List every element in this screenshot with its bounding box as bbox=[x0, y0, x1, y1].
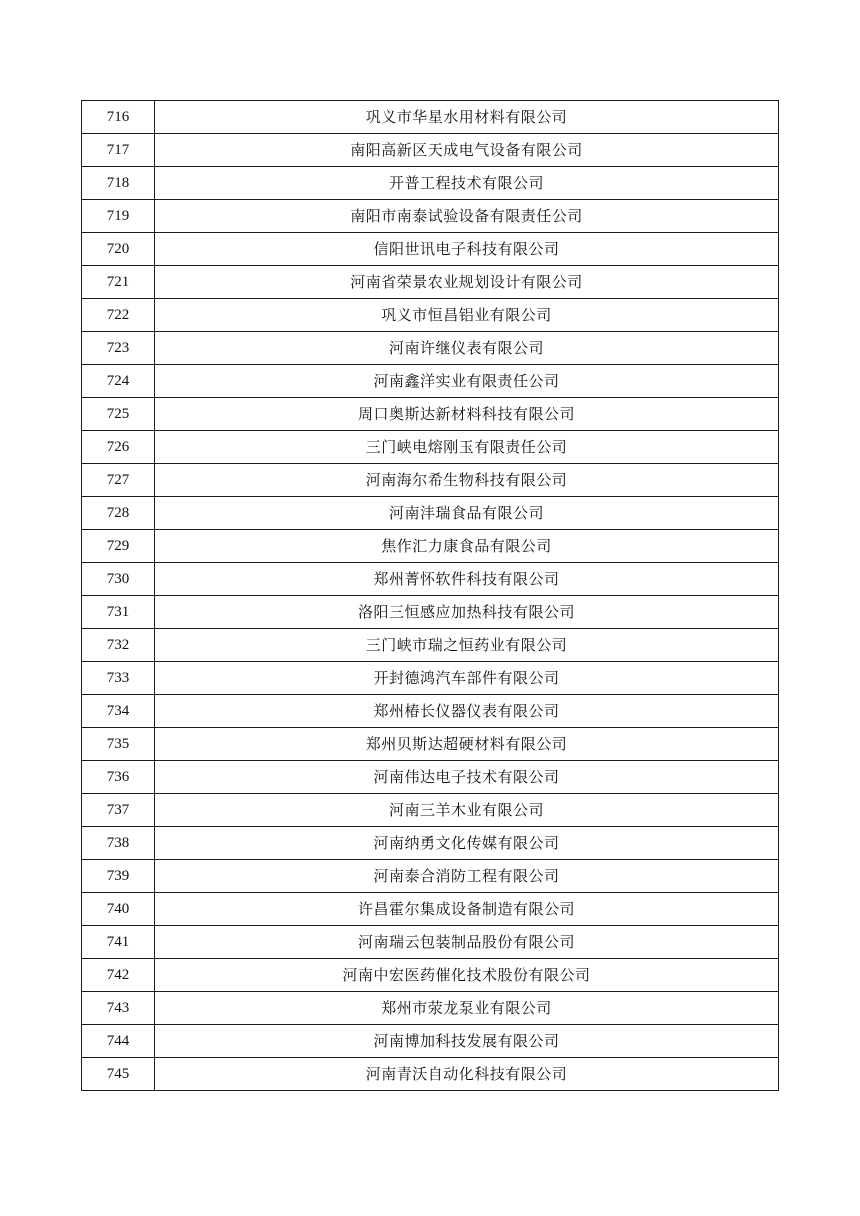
company-name: 河南海尔希生物科技有限公司 bbox=[155, 464, 779, 497]
row-number: 723 bbox=[82, 332, 155, 365]
table-row bbox=[82, 728, 779, 761]
company-name: 许昌霍尔集成设备制造有限公司 bbox=[155, 893, 779, 926]
row-number: 731 bbox=[82, 596, 155, 629]
row-number: 718 bbox=[82, 167, 155, 200]
row-number: 719 bbox=[82, 200, 155, 233]
row-number: 745 bbox=[82, 1058, 155, 1091]
company-name: 郑州贝斯达超硬材料有限公司 bbox=[155, 728, 779, 761]
row-number: 730 bbox=[82, 563, 155, 596]
company-name: 河南中宏医药催化技术股份有限公司 bbox=[155, 959, 779, 992]
company-name: 河南伟达电子技术有限公司 bbox=[155, 761, 779, 794]
company-name: 郑州菁怀软件科技有限公司 bbox=[155, 563, 779, 596]
company-name: 巩义市恒昌铝业有限公司 bbox=[155, 299, 779, 332]
row-number: 724 bbox=[82, 365, 155, 398]
table-row bbox=[82, 167, 779, 200]
row-number: 726 bbox=[82, 431, 155, 464]
company-name: 巩义市华星水用材料有限公司 bbox=[155, 101, 779, 134]
table-row bbox=[82, 233, 779, 266]
table-row bbox=[82, 662, 779, 695]
table-row bbox=[82, 1058, 779, 1091]
table-row bbox=[82, 464, 779, 497]
row-number: 741 bbox=[82, 926, 155, 959]
row-number: 743 bbox=[82, 992, 155, 1025]
row-number: 720 bbox=[82, 233, 155, 266]
row-number: 722 bbox=[82, 299, 155, 332]
row-number: 717 bbox=[82, 134, 155, 167]
company-name: 洛阳三恒感应加热科技有限公司 bbox=[155, 596, 779, 629]
table-row bbox=[82, 761, 779, 794]
table-row bbox=[82, 794, 779, 827]
row-number: 734 bbox=[82, 695, 155, 728]
table-row bbox=[82, 299, 779, 332]
table-row bbox=[82, 365, 779, 398]
row-number: 736 bbox=[82, 761, 155, 794]
table-row bbox=[82, 1025, 779, 1058]
table-row bbox=[82, 134, 779, 167]
table-row bbox=[82, 200, 779, 233]
table-row bbox=[82, 926, 779, 959]
row-number: 721 bbox=[82, 266, 155, 299]
row-number: 733 bbox=[82, 662, 155, 695]
table-row bbox=[82, 992, 779, 1025]
row-number: 732 bbox=[82, 629, 155, 662]
company-name: 河南许继仪表有限公司 bbox=[155, 332, 779, 365]
table-row bbox=[82, 431, 779, 464]
company-name: 河南鑫洋实业有限责任公司 bbox=[155, 365, 779, 398]
company-name: 开普工程技术有限公司 bbox=[155, 167, 779, 200]
company-name: 信阳世讯电子科技有限公司 bbox=[155, 233, 779, 266]
table-row bbox=[82, 266, 779, 299]
company-name: 河南三羊木业有限公司 bbox=[155, 794, 779, 827]
company-name: 郑州市荥龙泵业有限公司 bbox=[155, 992, 779, 1025]
table-row bbox=[82, 596, 779, 629]
company-list-table bbox=[81, 100, 779, 1091]
row-number: 739 bbox=[82, 860, 155, 893]
company-name: 河南瑞云包装制品股份有限公司 bbox=[155, 926, 779, 959]
company-name: 南阳高新区天成电气设备有限公司 bbox=[155, 134, 779, 167]
row-number: 738 bbox=[82, 827, 155, 860]
row-number: 728 bbox=[82, 497, 155, 530]
company-name: 河南泰合消防工程有限公司 bbox=[155, 860, 779, 893]
company-name: 河南青沃自动化科技有限公司 bbox=[155, 1058, 779, 1091]
table-row bbox=[82, 530, 779, 563]
company-list-body bbox=[82, 101, 779, 1091]
row-number: 737 bbox=[82, 794, 155, 827]
company-name: 焦作汇力康食品有限公司 bbox=[155, 530, 779, 563]
company-name: 开封德鸿汽车部件有限公司 bbox=[155, 662, 779, 695]
table-row bbox=[82, 860, 779, 893]
table-row bbox=[82, 101, 779, 134]
company-name: 河南博加科技发展有限公司 bbox=[155, 1025, 779, 1058]
row-number: 725 bbox=[82, 398, 155, 431]
company-name: 河南沣瑞食品有限公司 bbox=[155, 497, 779, 530]
table-row bbox=[82, 893, 779, 926]
row-number: 744 bbox=[82, 1025, 155, 1058]
company-name: 郑州椿长仪器仪表有限公司 bbox=[155, 695, 779, 728]
table-row bbox=[82, 497, 779, 530]
company-name: 三门峡市瑞之恒药业有限公司 bbox=[155, 629, 779, 662]
table-row bbox=[82, 827, 779, 860]
table-row bbox=[82, 695, 779, 728]
table-row bbox=[82, 332, 779, 365]
table-row bbox=[82, 959, 779, 992]
company-name: 周口奥斯达新材料科技有限公司 bbox=[155, 398, 779, 431]
row-number: 740 bbox=[82, 893, 155, 926]
company-name: 三门峡电熔刚玉有限责任公司 bbox=[155, 431, 779, 464]
company-name: 南阳市南泰试验设备有限责任公司 bbox=[155, 200, 779, 233]
company-name: 河南省荣景农业规划设计有限公司 bbox=[155, 266, 779, 299]
table-row bbox=[82, 629, 779, 662]
table-row bbox=[82, 563, 779, 596]
table-row bbox=[82, 398, 779, 431]
row-number: 742 bbox=[82, 959, 155, 992]
row-number: 735 bbox=[82, 728, 155, 761]
row-number: 729 bbox=[82, 530, 155, 563]
row-number: 716 bbox=[82, 101, 155, 134]
row-number: 727 bbox=[82, 464, 155, 497]
company-name: 河南纳勇文化传媒有限公司 bbox=[155, 827, 779, 860]
